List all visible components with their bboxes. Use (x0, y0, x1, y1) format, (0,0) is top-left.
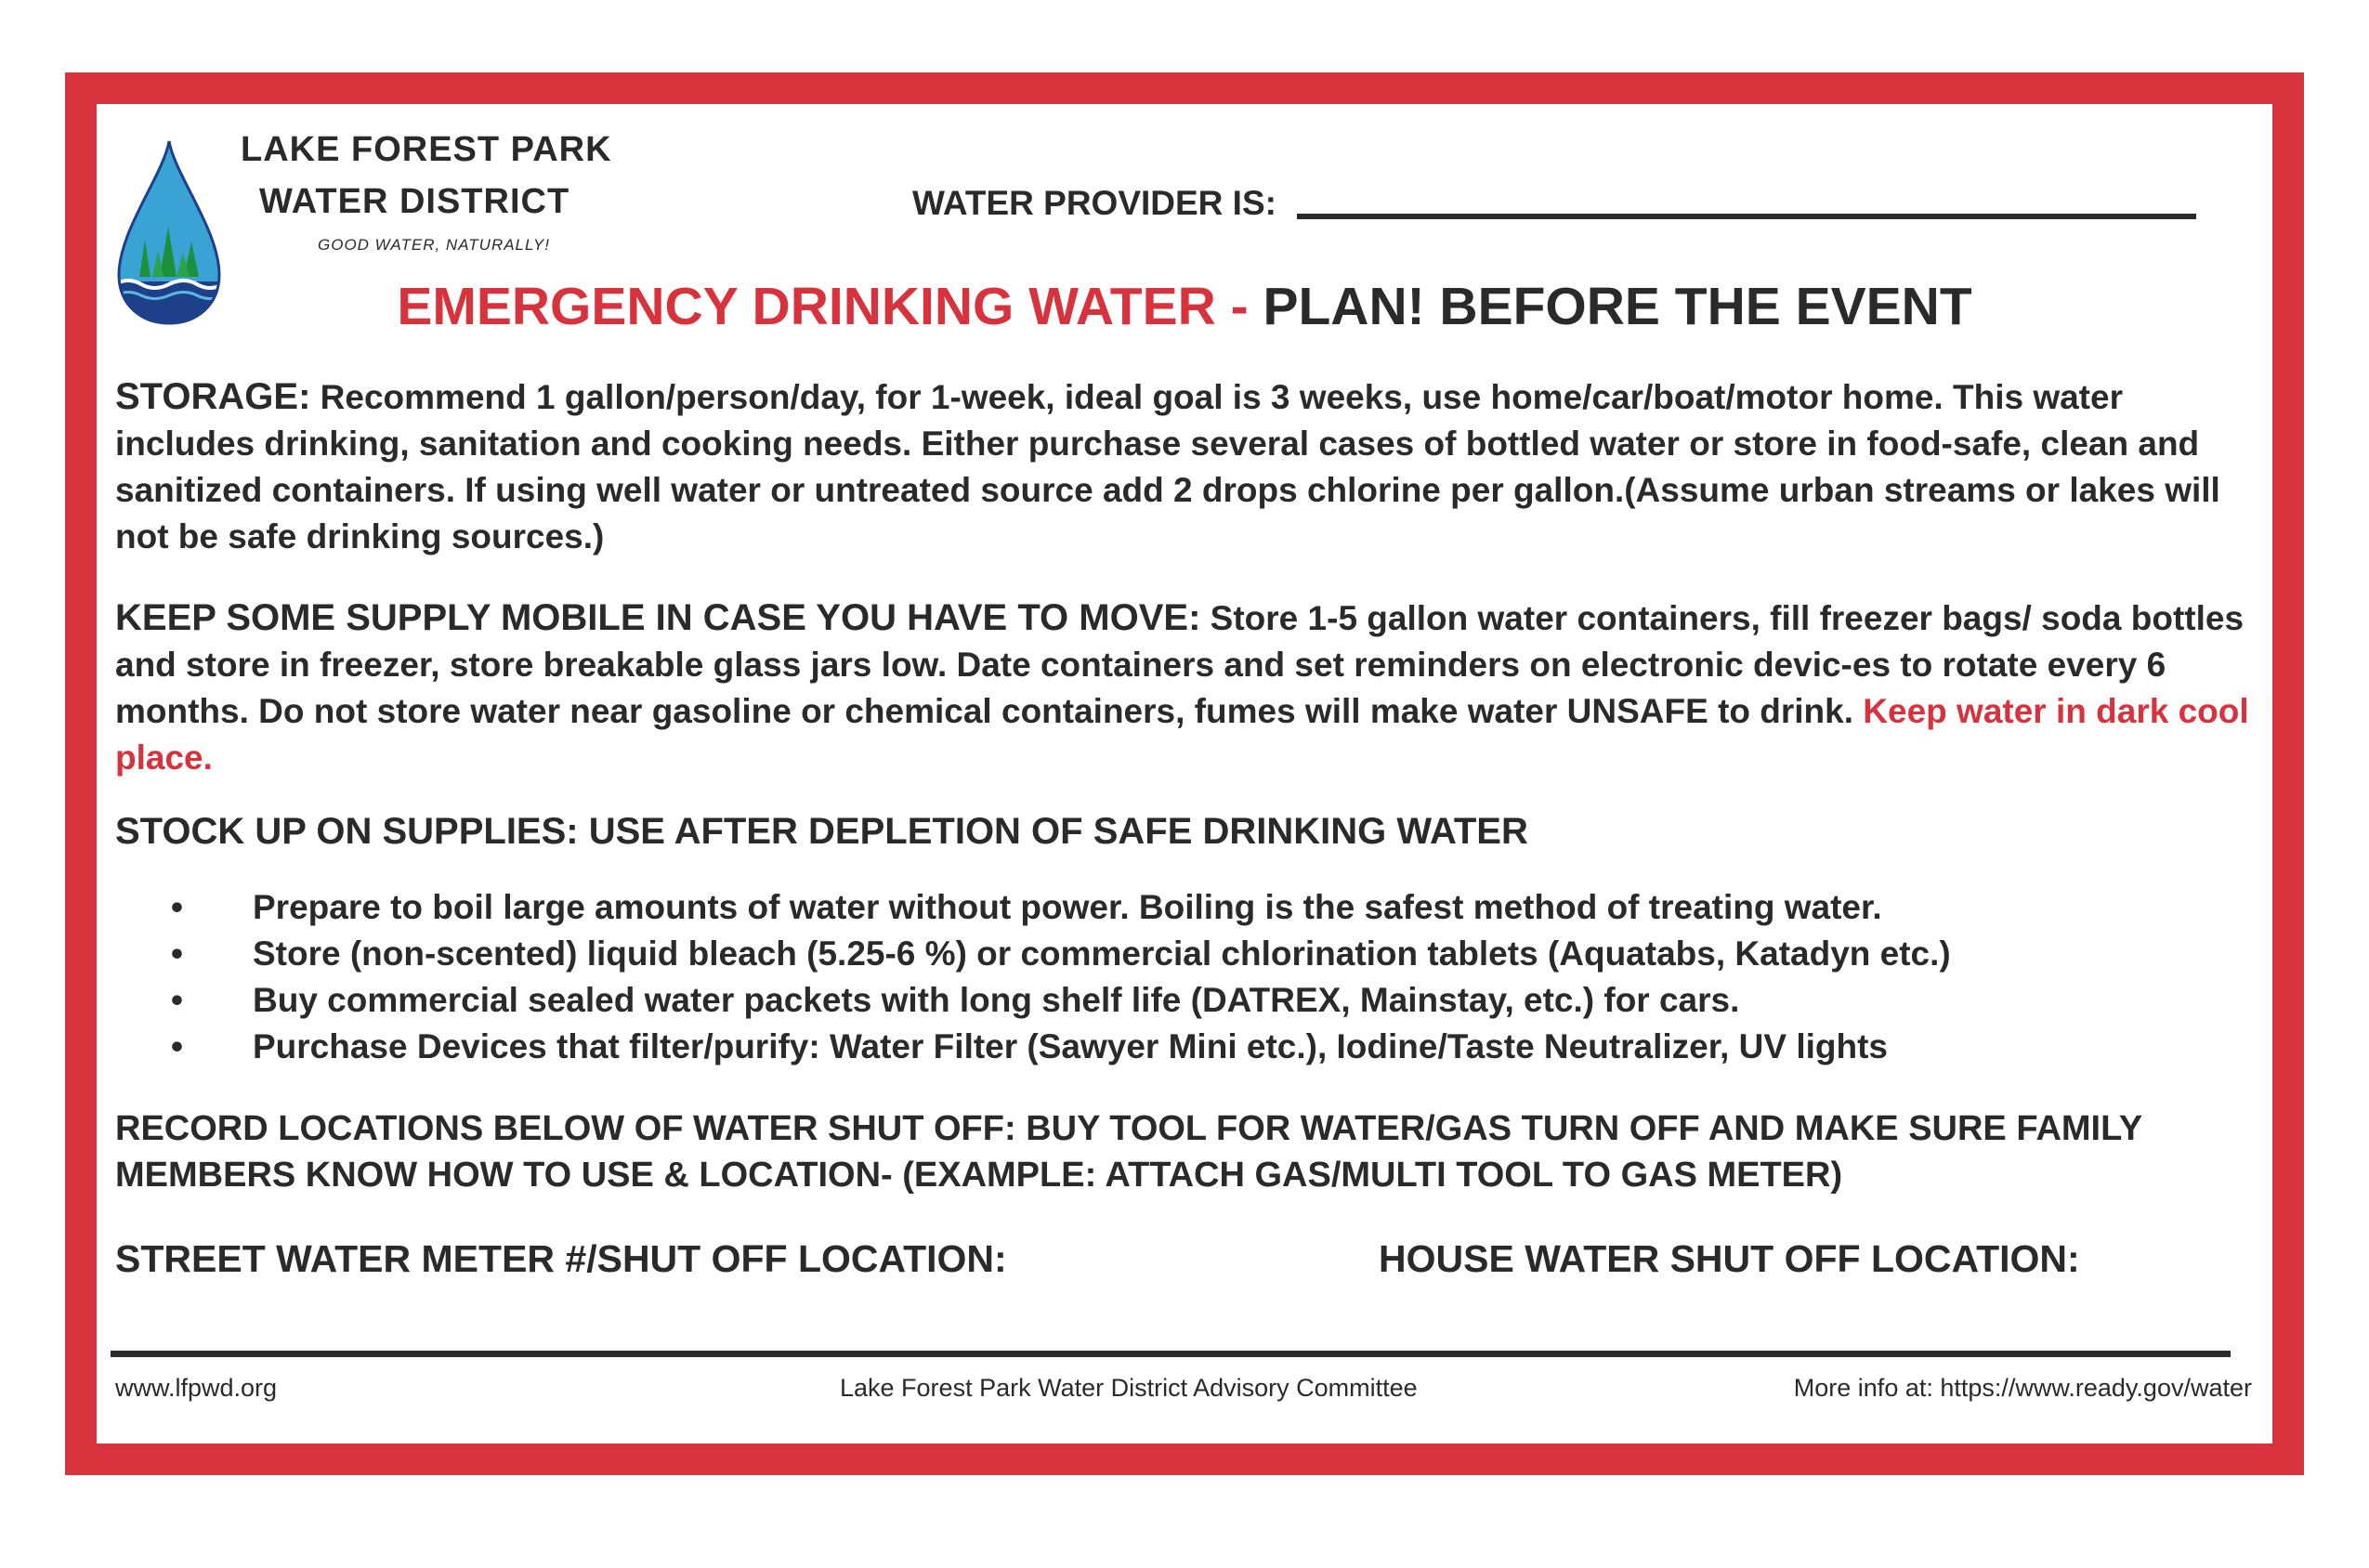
org-name-line1: LAKE FOREST PARK (241, 130, 612, 169)
main-title (97, 276, 2272, 337)
water-provider-label: WATER PROVIDER IS: (912, 184, 1276, 222)
bullet-icon: • (171, 981, 183, 1019)
list-item-text: Prepare to boil large amounts of water without power. Boiling is the safest method of treating water. (253, 888, 1882, 926)
list-item-text: Buy commercial sealed water packets with long shelf life (DATREX, Mainstay, etc.) for cars. (253, 981, 1740, 1019)
storage-heading: STORAGE: (115, 376, 311, 417)
footer-divider (111, 1351, 2231, 1357)
street-meter-location-label: STREET WATER METER #/SHUT OFF LOCATION: (115, 1237, 1007, 1280)
bullet-icon: • (171, 934, 183, 973)
mobile-supply-text: Store 1-5 gallon water containers, fill freezer bags/ soda bottles and store in freezer, store breakable glass jars low. Date containers and set reminders on electronic devic-es to rotate every 6 months. Do not store water near gasoline or chemical containers, fumes will make water UNSAFE to drink. (115, 599, 2245, 730)
org-name-line2: WATER DISTRICT (259, 182, 570, 221)
footer-more-info-link[interactable]: More info at: https://www.ready.gov/water (1793, 1374, 2252, 1402)
mobile-supply-highlight: Keep water in dark cool place. (115, 692, 2249, 777)
flyer-border (65, 72, 2304, 1475)
mobile-supply-heading: KEEP SOME SUPPLY MOBILE IN CASE YOU HAVE TO MOVE: (115, 597, 1201, 638)
mobile-supply-section (115, 595, 2252, 781)
water-provider-blank-line[interactable] (1297, 214, 2196, 219)
house-shutoff-location-label: HOUSE WATER SHUT OFF LOCATION: (1379, 1237, 2080, 1280)
storage-section (115, 373, 2252, 560)
list-item (171, 977, 2252, 1024)
list-item (171, 931, 2252, 977)
list-item-text: Store (non-scented) liquid bleach (5.25-6 %) or commercial chlorination tablets (Aquatabs, Katadyn etc.) (253, 934, 1951, 973)
storage-text: Recommend 1 gallon/person/day, for 1-week, ideal goal is 3 weeks, use home/car/boat/motor home. This water includes drinking, sanitation and cooking needs. Either purchase several cases of bottled water or store in food-safe, clean and sanitized containers. If using well water or untreated source add 2 drops chlorine per gallon.(Assume urban streams or lakes will not be safe drinking sources.) (115, 378, 2220, 555)
supplies-heading: STOCK UP ON SUPPLIES: USE AFTER DEPLETION OF SAFE DRINKING WATER (115, 811, 1528, 852)
list-item (171, 1024, 2252, 1070)
record-locations-text: RECORD LOCATIONS BELOW OF WATER SHUT OFF: BUY TOOL FOR WATER/GAS TURN OFF AND MAKE SURE FAMILY MEMBERS KNOW HOW TO USE & LOCATION- (EXAMPLE: ATTACH GAS/MULTI TOOL TO GAS METER) (115, 1109, 2142, 1195)
supplies-list (171, 884, 2252, 1070)
bullet-icon: • (171, 1027, 183, 1065)
flyer-content (97, 104, 2272, 1444)
footer-committee: Lake Forest Park Water District Advisory Committee (840, 1374, 1418, 1402)
list-item-text: Purchase Devices that filter/purify: Water Filter (Sawyer Mini etc.), Iodine/Taste Neutralizer, UV lights (253, 1027, 1889, 1065)
footer-website[interactable]: www.lfpwd.org (115, 1374, 278, 1402)
main-title-red: EMERGENCY DRINKING WATER - (397, 277, 1249, 336)
org-tagline: GOOD WATER, NATURALLY! (318, 236, 550, 254)
bullet-icon: • (171, 888, 183, 926)
list-item (171, 884, 2252, 931)
main-title-dark: PLAN! BEFORE THE EVENT (1248, 277, 1972, 336)
